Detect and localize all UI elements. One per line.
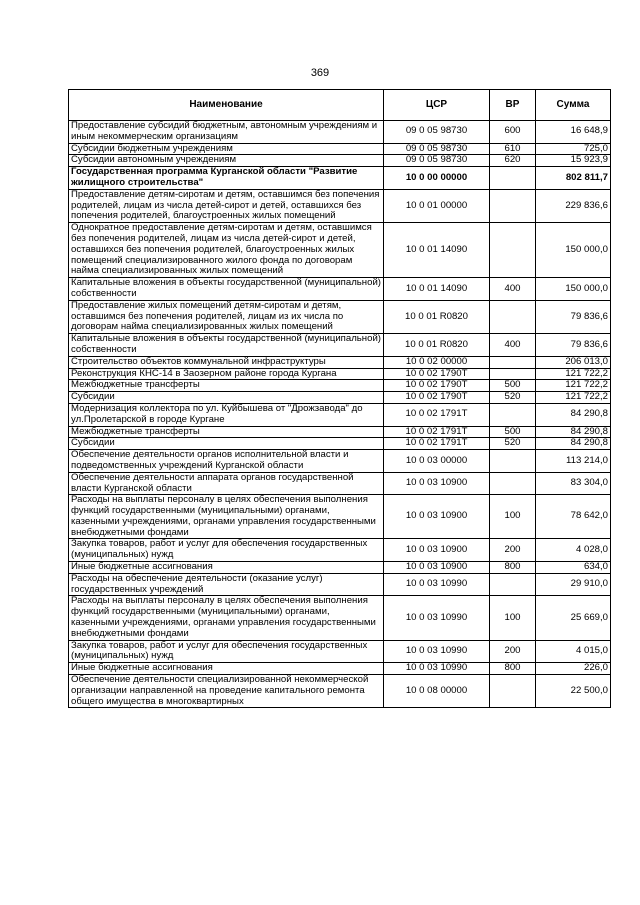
cell-vr: 800 — [490, 663, 536, 675]
cell-sum: 83 304,0 — [536, 472, 611, 495]
cell-vr: 610 — [490, 143, 536, 155]
table-row — [69, 539, 611, 562]
column-header-vr: ВР — [490, 90, 536, 121]
cell-csr: 10 0 03 10990 — [384, 663, 490, 675]
cell-vr: 520 — [490, 438, 536, 450]
cell-name: Субсидии — [69, 438, 384, 450]
budget-table — [68, 89, 611, 708]
cell-sum: 4 015,0 — [536, 640, 611, 663]
cell-sum: 634,0 — [536, 562, 611, 574]
cell-sum: 29 910,0 — [536, 573, 611, 596]
cell-vr: 400 — [490, 278, 536, 301]
cell-csr: 10 0 03 10900 — [384, 472, 490, 495]
cell-vr — [490, 573, 536, 596]
column-header-csr: ЦСР — [384, 90, 490, 121]
cell-sum: 15 923,9 — [536, 155, 611, 167]
cell-csr: 10 0 02 1790Т — [384, 368, 490, 380]
cell-vr — [490, 450, 536, 473]
cell-name: Закупка товаров, работ и услуг для обеспечения государственных (муниципальных) нужд — [69, 539, 384, 562]
cell-vr: 800 — [490, 562, 536, 574]
cell-vr — [490, 675, 536, 708]
cell-name: Иные бюджетные ассигнования — [69, 562, 384, 574]
cell-vr — [490, 368, 536, 380]
cell-sum: 113 214,0 — [536, 450, 611, 473]
column-header-name: Наименование — [69, 90, 384, 121]
cell-csr: 09 0 05 98730 — [384, 143, 490, 155]
cell-name: Реконструкция КНС-14 в Заозерном районе города Кургана — [69, 368, 384, 380]
cell-csr: 10 0 02 1791Т — [384, 403, 490, 426]
table-row — [69, 368, 611, 380]
cell-csr: 10 0 03 10900 — [384, 495, 490, 539]
cell-name: Однократное предоставление детям-сиротам и детям, оставшимся без попечения родителей, лицам из числа детей-сирот и детей, оставшихся без попечения родителей, благоустроенных жилых помещений специализированного жилого фонда по договорам найма специализированных жилых помещений — [69, 223, 384, 278]
table-row — [69, 663, 611, 675]
cell-name: Предоставление жилых помещений детям-сиротам и детям, оставшимся без попечения родителей, лицам из их числа по договорам найма специализированных жилых помещений — [69, 300, 384, 333]
cell-name: Иные бюджетные ассигнования — [69, 663, 384, 675]
cell-sum: 84 290,8 — [536, 403, 611, 426]
cell-vr: 100 — [490, 495, 536, 539]
cell-name: Обеспечение деятельности органов исполнительной власти и подведомственных учреждений Курганской области — [69, 450, 384, 473]
cell-csr: 10 0 01 R0820 — [384, 300, 490, 333]
cell-vr — [490, 223, 536, 278]
cell-sum: 84 290,8 — [536, 438, 611, 450]
cell-sum: 206 013,0 — [536, 356, 611, 368]
cell-sum: 78 642,0 — [536, 495, 611, 539]
cell-csr: 09 0 05 98730 — [384, 155, 490, 167]
cell-sum: 4 028,0 — [536, 539, 611, 562]
cell-sum: 25 669,0 — [536, 596, 611, 640]
cell-csr: 10 0 03 00000 — [384, 450, 490, 473]
cell-vr: 500 — [490, 426, 536, 438]
cell-name: Модернизация коллектора по ул. Куйбышева от "Дрожзавода" до ул.Пролетарской в городе Кургане — [69, 403, 384, 426]
cell-csr: 10 0 02 1791Т — [384, 426, 490, 438]
cell-csr: 10 0 03 10990 — [384, 573, 490, 596]
cell-name: Капитальные вложения в объекты государственной (муниципальной) собственности — [69, 334, 384, 357]
table-row — [69, 356, 611, 368]
cell-csr: 10 0 01 14090 — [384, 223, 490, 278]
cell-csr: 10 0 08 00000 — [384, 675, 490, 708]
table-row — [69, 380, 611, 392]
cell-name: Предоставление детям-сиротам и детям, оставшимся без попечения родителей, лицам из числа детей-сирот и детей, оставшихся без попечения родителей, благоустроенных жилых помещений — [69, 189, 384, 222]
cell-vr: 520 — [490, 392, 536, 404]
table-row — [69, 438, 611, 450]
cell-csr: 10 0 01 14090 — [384, 278, 490, 301]
table-row — [69, 403, 611, 426]
cell-csr: 10 0 03 10900 — [384, 539, 490, 562]
cell-name: Субсидии автономным учреждениям — [69, 155, 384, 167]
cell-csr: 10 0 02 1790Т — [384, 392, 490, 404]
cell-csr: 10 0 01 00000 — [384, 189, 490, 222]
table-row — [69, 167, 611, 190]
cell-csr: 10 0 00 00000 — [384, 167, 490, 190]
table-row — [69, 426, 611, 438]
cell-sum: 121 722,2 — [536, 368, 611, 380]
table-body — [69, 121, 611, 708]
cell-name: Субсидии бюджетным учреждениям — [69, 143, 384, 155]
cell-csr: 10 0 02 00000 — [384, 356, 490, 368]
cell-vr: 620 — [490, 155, 536, 167]
cell-vr: 200 — [490, 640, 536, 663]
cell-name: Расходы на обеспечение деятельности (оказание услуг) государственных учреждений — [69, 573, 384, 596]
cell-sum: 79 836,6 — [536, 334, 611, 357]
cell-name: Обеспечение деятельности аппарата органов государственной власти Курганской области — [69, 472, 384, 495]
cell-vr — [490, 356, 536, 368]
cell-csr: 10 0 01 R0820 — [384, 334, 490, 357]
cell-name: Капитальные вложения в объекты государственной (муниципальной) собственности — [69, 278, 384, 301]
cell-sum: 79 836,6 — [536, 300, 611, 333]
cell-sum: 229 836,6 — [536, 189, 611, 222]
table-row — [69, 189, 611, 222]
table-row — [69, 143, 611, 155]
cell-sum: 84 290,8 — [536, 426, 611, 438]
cell-csr: 10 0 02 1790Т — [384, 380, 490, 392]
table-row — [69, 278, 611, 301]
cell-name: Обеспечение деятельности специализированной некоммерческой организации направленной на проведение капитального ремонта общего имущества в многоквартирных — [69, 675, 384, 708]
cell-vr: 600 — [490, 121, 536, 144]
cell-name: Государственная программа Курганской области "Развитие жилищного строительства" — [69, 167, 384, 190]
table-row — [69, 596, 611, 640]
table-row — [69, 562, 611, 574]
cell-name: Строительство объектов коммунальной инфраструктуры — [69, 356, 384, 368]
cell-sum: 16 648,9 — [536, 121, 611, 144]
table-row — [69, 392, 611, 404]
cell-sum: 150 000,0 — [536, 278, 611, 301]
table-row — [69, 334, 611, 357]
cell-vr: 500 — [490, 380, 536, 392]
table-row — [69, 640, 611, 663]
cell-vr — [490, 189, 536, 222]
column-header-sum: Сумма — [536, 90, 611, 121]
table-row — [69, 155, 611, 167]
cell-vr — [490, 300, 536, 333]
cell-name: Предоставление субсидий бюджетным, автономным учреждениям и иным некоммерческим организациям — [69, 121, 384, 144]
table-row — [69, 495, 611, 539]
cell-sum: 121 722,2 — [536, 392, 611, 404]
cell-name: Межбюджетные трансферты — [69, 426, 384, 438]
cell-name: Расходы на выплаты персоналу в целях обеспечения выполнения функций государственными (муниципальными) органами, казенными учреждениями, органами управления государственными внебюджетными фондами — [69, 596, 384, 640]
table-header-row — [69, 90, 611, 121]
cell-sum: 802 811,7 — [536, 167, 611, 190]
table-row — [69, 300, 611, 333]
cell-csr: 10 0 03 10990 — [384, 596, 490, 640]
table-row — [69, 472, 611, 495]
cell-vr: 200 — [490, 539, 536, 562]
table-row — [69, 450, 611, 473]
table-row — [69, 573, 611, 596]
cell-csr: 10 0 03 10990 — [384, 640, 490, 663]
table-row — [69, 223, 611, 278]
cell-vr — [490, 167, 536, 190]
cell-sum: 226,0 — [536, 663, 611, 675]
cell-csr: 10 0 02 1791Т — [384, 438, 490, 450]
cell-csr: 10 0 03 10900 — [384, 562, 490, 574]
cell-sum: 725,0 — [536, 143, 611, 155]
table-row — [69, 675, 611, 708]
cell-sum: 121 722,2 — [536, 380, 611, 392]
cell-vr: 100 — [490, 596, 536, 640]
cell-sum: 150 000,0 — [536, 223, 611, 278]
cell-csr: 09 0 05 98730 — [384, 121, 490, 144]
cell-sum: 22 500,0 — [536, 675, 611, 708]
cell-name: Расходы на выплаты персоналу в целях обеспечения выполнения функций государственными (муниципальными) органами, казенными учреждениями, органами управления государственными внебюджетными фондами — [69, 495, 384, 539]
cell-name: Межбюджетные трансферты — [69, 380, 384, 392]
cell-vr: 400 — [490, 334, 536, 357]
table-row — [69, 121, 611, 144]
page-number: 369 — [310, 67, 330, 79]
cell-name: Субсидии — [69, 392, 384, 404]
cell-name: Закупка товаров, работ и услуг для обеспечения государственных (муниципальных) нужд — [69, 640, 384, 663]
cell-vr — [490, 403, 536, 426]
cell-vr — [490, 472, 536, 495]
